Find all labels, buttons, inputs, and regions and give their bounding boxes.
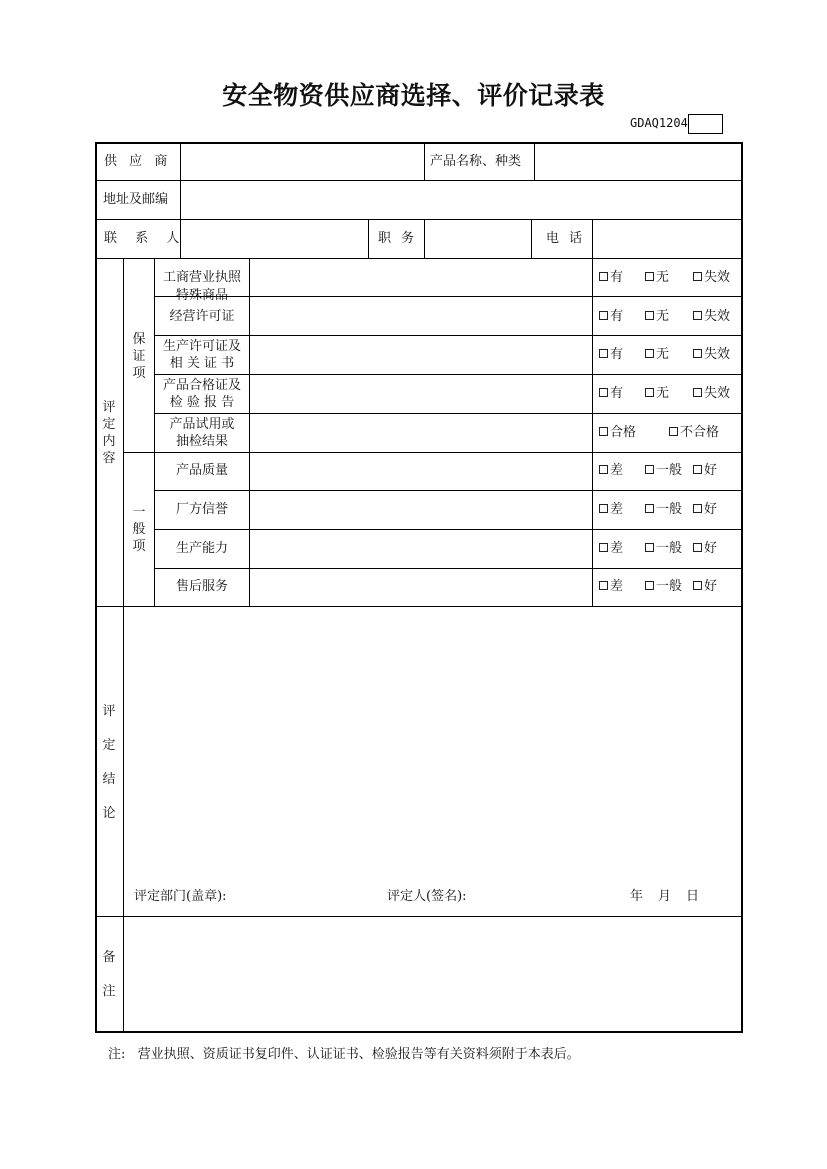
checkbox[interactable] (693, 311, 702, 320)
checkbox[interactable] (645, 349, 654, 358)
char: 保 (132, 332, 146, 347)
col-divider (249, 258, 250, 606)
char: 备 (102, 950, 116, 965)
row-divider (154, 529, 743, 530)
option-text: 有 (610, 347, 624, 362)
related-cert-label: 相 关 证 书 (169, 356, 235, 371)
form-code-input[interactable] (688, 114, 723, 134)
option-invalid[interactable] (693, 385, 730, 402)
col-divider (424, 142, 425, 181)
option-text: 好 (704, 502, 718, 517)
special-goods-text: 特殊商品 (175, 288, 228, 303)
form-code: GDAQ1204 (630, 116, 688, 130)
checkbox[interactable] (645, 581, 654, 590)
option-text: 差 (610, 463, 624, 478)
option-text: 差 (610, 502, 624, 517)
reputation-label: 厂方信誉 (175, 502, 228, 517)
option-has[interactable] (599, 346, 623, 363)
char: 容 (102, 451, 116, 466)
checkbox[interactable] (693, 465, 702, 474)
option-text: 差 (610, 579, 624, 594)
option-poor[interactable] (599, 462, 623, 479)
option-text: 失效 (704, 270, 731, 285)
checkbox[interactable] (693, 543, 702, 552)
option-has[interactable] (599, 308, 623, 325)
option-text: 一般 (656, 502, 683, 517)
qualification-label: 产品合格证及 (162, 378, 241, 393)
checkbox[interactable] (599, 465, 608, 474)
product-name-field[interactable] (535, 144, 741, 179)
option-invalid[interactable] (693, 308, 730, 325)
evaluator-label: 评定人(签名): (387, 889, 467, 904)
option-text: 一般 (656, 579, 683, 594)
option-text: 差 (610, 541, 624, 556)
option-average[interactable] (645, 462, 682, 479)
option-text: 无 (656, 347, 670, 362)
option-text: 合格 (610, 425, 637, 440)
option-invalid[interactable] (693, 346, 730, 363)
option-text: 好 (704, 463, 718, 478)
row-divider (95, 258, 743, 259)
option-none[interactable] (645, 385, 669, 402)
option-unqualified[interactable] (669, 424, 719, 441)
option-good[interactable] (693, 540, 717, 557)
char: 项 (132, 539, 146, 554)
char: 注 (102, 984, 116, 999)
after-sales-label: 售后服务 (175, 579, 228, 594)
phone-label: 电 话 (546, 231, 586, 246)
option-text: 无 (656, 309, 670, 324)
license-label: 工商营业执照 (162, 270, 241, 285)
product-name-label: 产品名称、种类 (430, 154, 522, 169)
row-divider (154, 413, 743, 414)
row-divider (154, 335, 743, 336)
option-text: 一般 (656, 541, 683, 556)
option-text: 无 (656, 270, 670, 285)
option-good[interactable] (693, 462, 717, 479)
position-field[interactable] (425, 221, 530, 257)
option-poor[interactable] (599, 578, 623, 595)
row-divider (154, 490, 743, 491)
position-label: 职 务 (378, 231, 418, 246)
option-average[interactable] (645, 501, 682, 518)
checkbox[interactable] (599, 272, 608, 281)
checkbox[interactable] (645, 504, 654, 513)
option-average[interactable] (645, 578, 682, 595)
footnote: 注: 营业执照、资质证书复印件、认证证书、检验报告等有关资料须附于本表后。 (108, 1047, 580, 1062)
contact-label: 联 系 人 (104, 231, 187, 246)
option-text: 有 (610, 386, 624, 401)
checkbox[interactable] (693, 388, 702, 397)
option-none[interactable] (645, 346, 669, 363)
row-divider (154, 568, 743, 569)
option-text: 无 (656, 386, 670, 401)
option-text: 有 (610, 309, 624, 324)
contact-field[interactable] (181, 221, 367, 257)
sample-result-label: 抽检结果 (175, 434, 228, 449)
option-has[interactable] (599, 385, 623, 402)
char: 结 (102, 772, 116, 787)
option-text: 失效 (704, 309, 731, 324)
char: 评 (102, 400, 116, 415)
option-good[interactable] (693, 501, 717, 518)
col-divider (368, 219, 369, 258)
checkbox[interactable] (645, 311, 654, 320)
inspection-report-label: 检 验 报 告 (169, 395, 235, 410)
checkbox[interactable] (693, 272, 702, 281)
capacity-label: 生产能力 (175, 541, 228, 556)
row-divider (95, 916, 743, 917)
row-divider (123, 452, 743, 453)
option-good[interactable] (693, 578, 717, 595)
conclusion-field[interactable] (124, 608, 741, 878)
checkbox[interactable] (693, 504, 702, 513)
phone-field[interactable] (593, 221, 741, 257)
checkbox[interactable] (645, 272, 654, 281)
option-none[interactable] (645, 269, 669, 286)
special-goods-label (155, 288, 249, 304)
eval-dept-label: 评定部门(盖章): (134, 889, 227, 904)
checkbox[interactable] (599, 427, 608, 436)
remarks-field[interactable] (124, 918, 741, 1030)
production-license-label: 生产许可证及 (162, 339, 241, 354)
checkbox[interactable] (645, 388, 654, 397)
address-field[interactable] (181, 182, 741, 218)
checkbox[interactable] (645, 543, 654, 552)
char: 证 (132, 349, 146, 364)
option-text: 不合格 (680, 425, 720, 440)
char: 内 (102, 434, 116, 449)
char: 般 (132, 522, 146, 537)
checkbox[interactable] (693, 581, 702, 590)
char: 一 (132, 505, 146, 520)
address-label: 地址及邮编 (103, 192, 169, 207)
trial-label: 产品试用或 (169, 417, 235, 432)
date-day-label: 日 (686, 889, 700, 904)
col-divider (531, 219, 532, 258)
col-divider (592, 258, 593, 606)
checkbox[interactable] (599, 311, 608, 320)
checkbox[interactable] (599, 504, 608, 513)
checkbox[interactable] (693, 349, 702, 358)
option-invalid[interactable] (693, 269, 730, 286)
checkbox[interactable] (599, 349, 608, 358)
permit-label: 经营许可证 (169, 309, 235, 324)
checkbox[interactable] (645, 465, 654, 474)
char: 评 (102, 704, 116, 719)
option-text: 一般 (656, 463, 683, 478)
option-none[interactable] (645, 308, 669, 325)
option-text: 失效 (704, 386, 731, 401)
date-year-label: 年 (630, 889, 644, 904)
row-divider (95, 180, 743, 181)
option-poor[interactable] (599, 501, 623, 518)
row-divider (95, 219, 743, 220)
form-title: 安全物资供应商选择、评价记录表 (222, 81, 605, 110)
option-average[interactable] (645, 540, 682, 557)
checkbox[interactable] (599, 543, 608, 552)
option-text: 失效 (704, 347, 731, 362)
char: 定 (102, 738, 116, 753)
checkbox[interactable] (599, 581, 608, 590)
supplier-field[interactable] (181, 144, 423, 179)
checkbox[interactable] (599, 388, 608, 397)
row-divider (154, 374, 743, 375)
char: 定 (102, 417, 116, 432)
char: 论 (102, 806, 116, 821)
checkbox[interactable] (669, 427, 678, 436)
row-divider (95, 606, 743, 607)
char: 项 (132, 366, 146, 381)
option-has[interactable] (599, 269, 623, 286)
option-text: 有 (610, 270, 624, 285)
option-text: 好 (704, 541, 718, 556)
supplier-label: 供 应 商 (104, 154, 172, 169)
date-month-label: 月 (658, 889, 672, 904)
option-poor[interactable] (599, 540, 623, 557)
option-qualified[interactable] (599, 424, 636, 441)
product-quality-label: 产品质量 (175, 463, 228, 478)
option-text: 好 (704, 579, 718, 594)
